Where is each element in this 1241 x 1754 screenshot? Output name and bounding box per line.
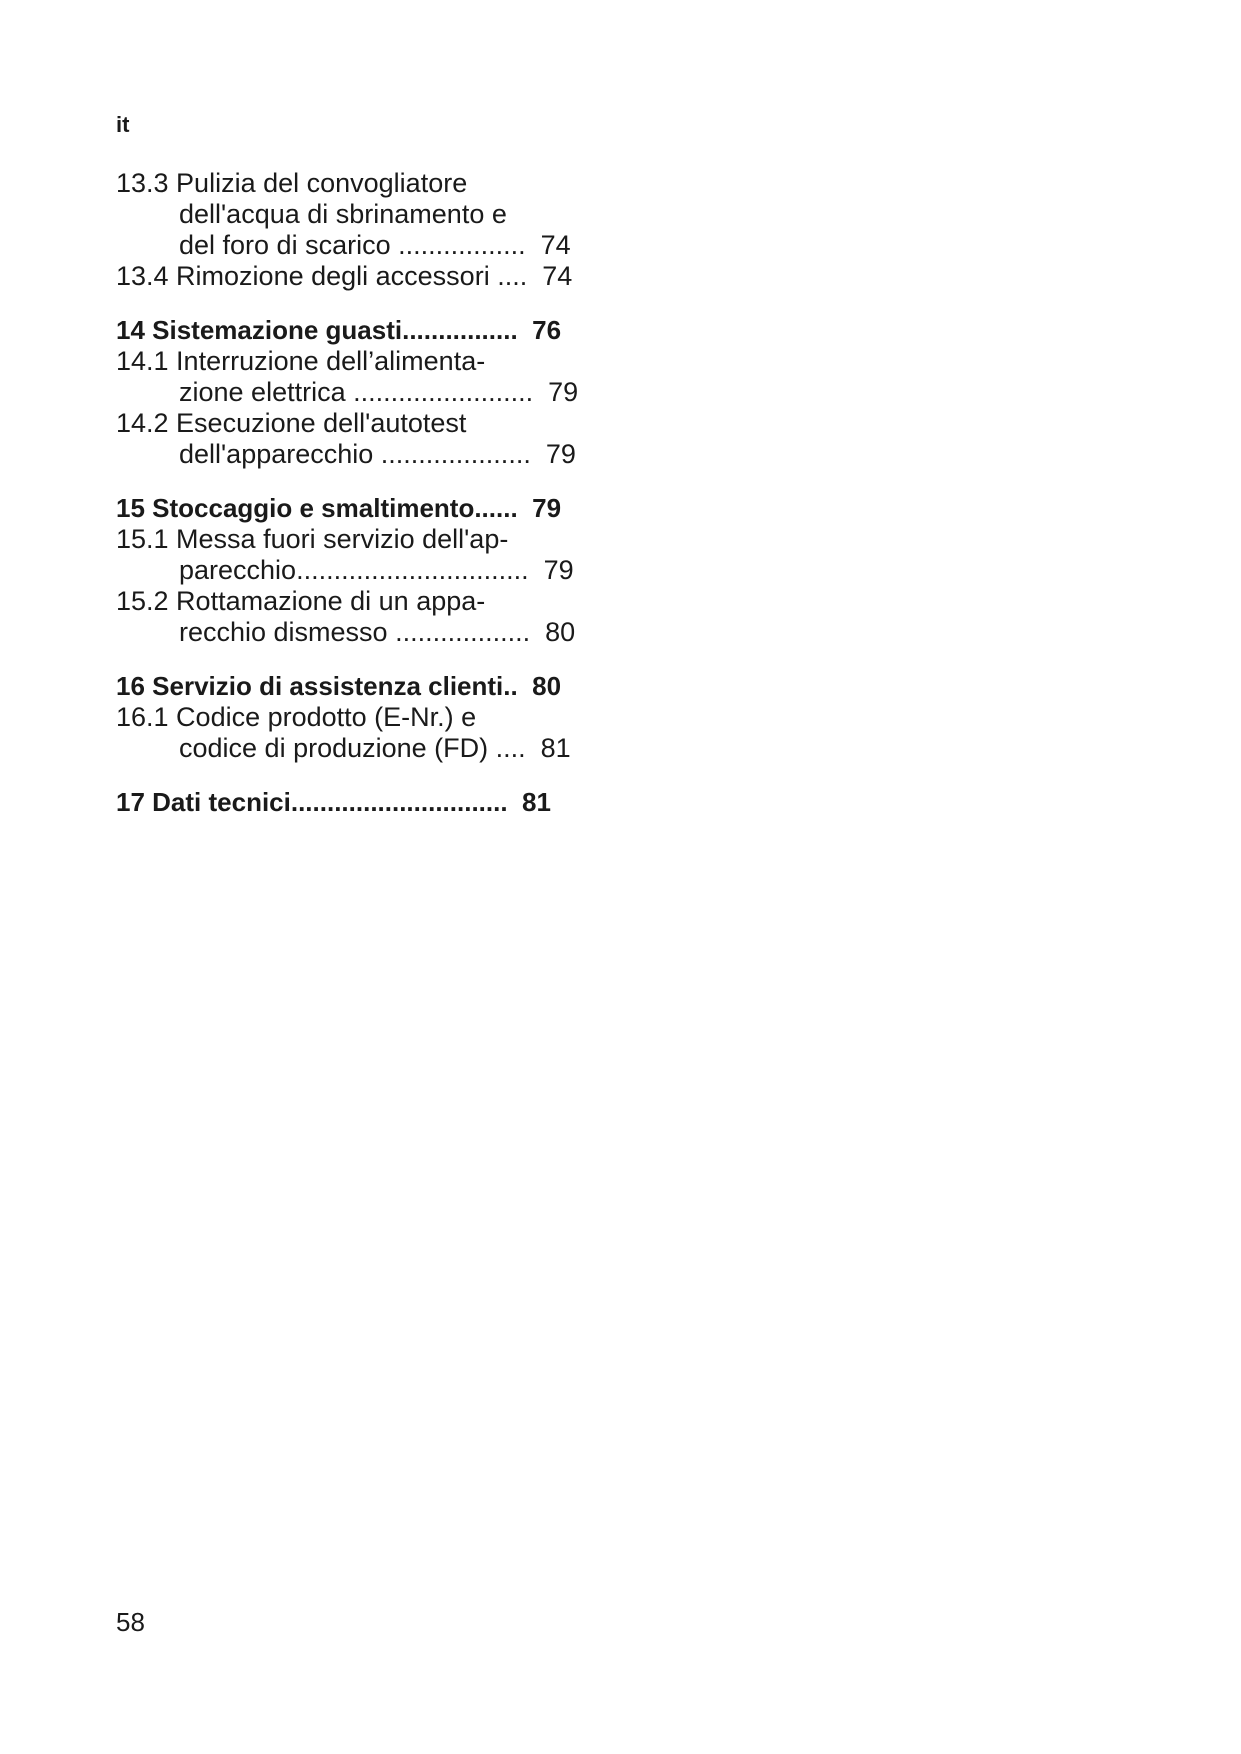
toc-entry-line: zione elettrica ........................ 79 <box>179 377 579 407</box>
toc-entry-line: 16.1 Codice prodotto (E-Nr.) e <box>116 702 477 732</box>
toc-entry-line: 15.1 Messa fuori servizio dell'ap- <box>116 524 509 554</box>
page-number: 58 <box>116 1607 145 1637</box>
toc-section-16[interactable] <box>116 671 636 702</box>
toc-entry-13-4[interactable] <box>116 261 636 292</box>
language-tag: it <box>116 112 130 137</box>
toc-entry-line: 14.1 Interruzione dell’alimenta- <box>116 346 486 376</box>
toc-entry-line: 13.3 Pulizia del convogliatore <box>116 168 468 198</box>
toc-section-line: 15 Stoccaggio e smaltimento...... 79 <box>116 493 562 523</box>
toc-entry-line: del foro di scarico ................. 74 <box>179 230 571 260</box>
toc-entry-15-2[interactable] <box>116 586 636 648</box>
toc-entry-line: 14.2 Esecuzione dell'autotest <box>116 408 467 438</box>
toc-section-line: 16 Servizio di assistenza clienti.. 80 <box>116 671 562 701</box>
toc-entry-line: 13.4 Rimozione degli accessori .... 74 <box>116 261 573 291</box>
toc-section-14[interactable] <box>116 315 636 346</box>
toc-entry-line: codice di produzione (FD) .... 81 <box>179 733 571 763</box>
toc-section-15[interactable] <box>116 493 636 524</box>
toc-entry-14-1[interactable] <box>116 346 636 408</box>
toc-entry-15-1[interactable] <box>116 524 636 586</box>
toc-entry-line: parecchio............................... 79 <box>179 555 574 585</box>
toc-entry-16-1[interactable] <box>116 702 636 764</box>
table-of-contents <box>116 168 636 818</box>
toc-section-line: 17 Dati tecnici.............................. 81 <box>116 787 551 817</box>
toc-entry-line: dell'apparecchio .................... 79 <box>179 439 576 469</box>
toc-entry-13-3[interactable] <box>116 168 636 261</box>
toc-entry-line: dell'acqua di sbrinamento e <box>179 199 507 229</box>
toc-entry-line: 15.2 Rottamazione di un appa- <box>116 586 486 616</box>
toc-section-line: 14 Sistemazione guasti................ 76 <box>116 315 562 345</box>
toc-entry-14-2[interactable] <box>116 408 636 470</box>
toc-section-17[interactable] <box>116 787 636 818</box>
toc-entry-line: recchio dismesso .................. 80 <box>179 617 576 647</box>
